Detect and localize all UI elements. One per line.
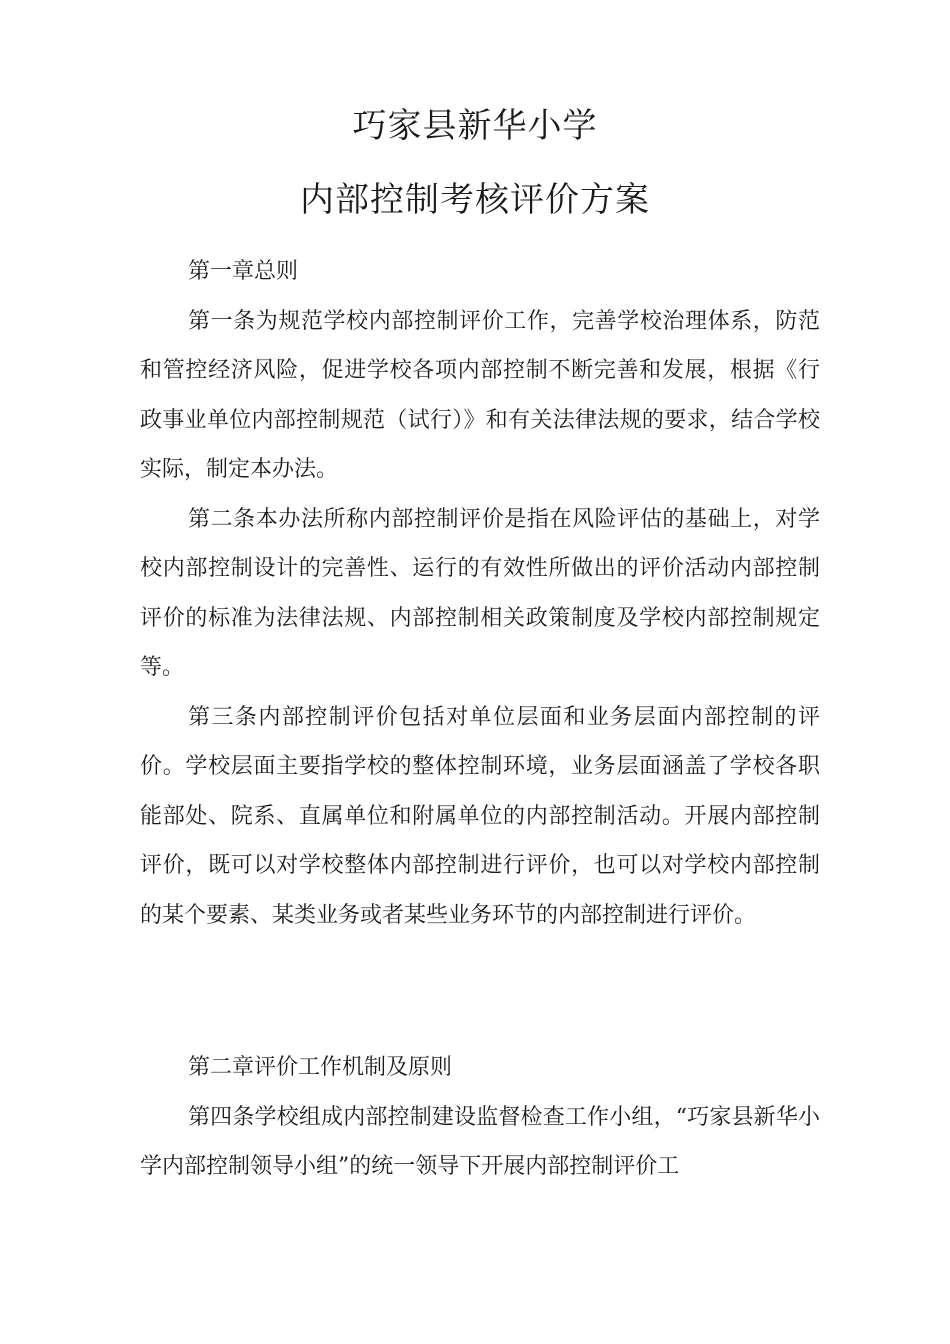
- document-title-line1: 巧家县新华小学: [352, 106, 598, 146]
- article-1: 第一条为规范学校内部控制评价工作，完善学校治理体系，防范和管控经济风险，促进学校各项内部控制不断完善和发展，根据《行政事业单位内部控制规范（试行）》和有关法律法规的要求，结合学校实际，制定本办法。: [140, 308, 820, 482]
- article-3: 第三条内部控制评价包括对单位层面和业务层面内部控制的评价。学校层面主要指学校的整体控制环境，业务层面涵盖了学校各职能部处、院系、直属单位和附属单位的内部控制活动。开展内部控制评价，既可以对学校整体内部控制进行评价，也可以对学校内部控制的某个要素、某类业务或者某些业务环节的内部控制进行评价。: [140, 704, 820, 928]
- chapter-1-section: [140, 247, 820, 940]
- chapter-1-heading: 第一章总则: [188, 259, 299, 284]
- chapter-2-section: [140, 1043, 820, 1192]
- article-4: 第四条学校组成内部控制建设监督检查工作小组，“巧家县新华小学内部控制领导小组”的统一领导下开展内部控制评价工: [140, 1104, 820, 1179]
- chapter-2-heading: 第二章评价工作机制及原则: [188, 1055, 453, 1080]
- document-title-line2: 内部控制考核评价方案: [300, 180, 650, 220]
- article-2: 第二条本办法所称内部控制评价是指在风险评估的基础上，对学校内部控制设计的完善性、运行的有效性所做出的评价活动内部控制评价的标准为法律法规、内部控制相关政策制度及学校内部控制规定等。: [140, 506, 820, 680]
